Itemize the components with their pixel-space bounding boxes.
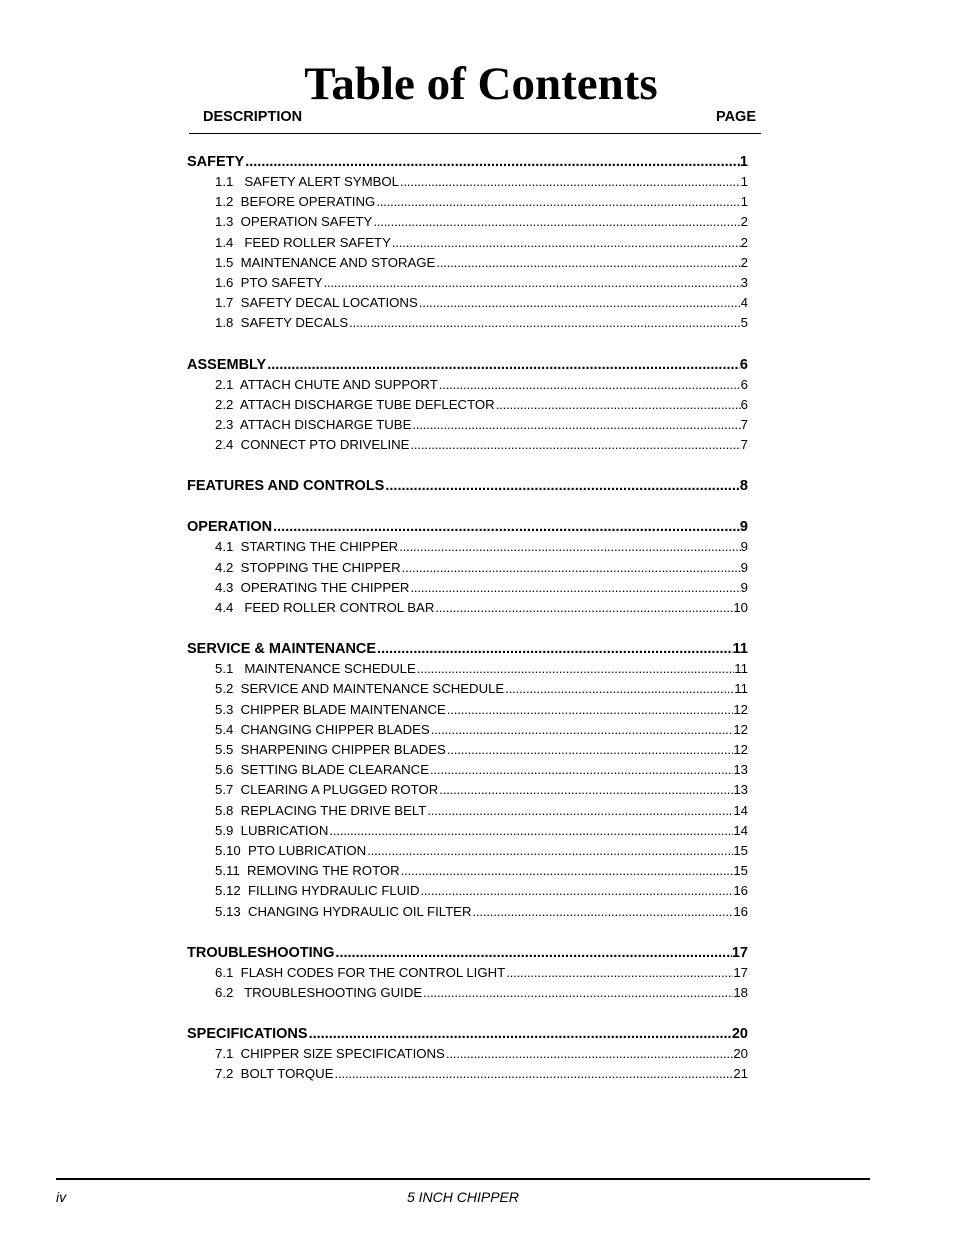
toc-subsection-label: 4.3 OPERATING THE CHIPPER bbox=[215, 579, 410, 595]
page-title: Table of Contents bbox=[304, 58, 658, 110]
toc-subsection-page: 7 bbox=[740, 437, 748, 453]
toc-subsection-label: 5.1 MAINTENANCE SCHEDULE bbox=[215, 661, 416, 677]
toc-subsection[interactable] bbox=[215, 213, 748, 231]
toc-subsection-label: 7.2 BOLT TORQUE bbox=[215, 1066, 334, 1082]
dot-leader bbox=[244, 152, 740, 172]
toc-subsection[interactable] bbox=[215, 314, 748, 332]
toc-subsection[interactable] bbox=[215, 721, 748, 739]
toc-section-page: 11 bbox=[732, 641, 748, 658]
dot-leader bbox=[505, 964, 733, 982]
toc-subsection-label: 5.6 SETTING BLADE CLEARANCE bbox=[215, 762, 429, 778]
dot-leader bbox=[272, 517, 740, 537]
toc-section[interactable] bbox=[187, 943, 748, 963]
toc-subsection-label: 1.5 MAINTENANCE AND STORAGE bbox=[215, 254, 436, 270]
toc-subsection-label: 5.9 LUBRICATION bbox=[215, 822, 329, 838]
dot-leader bbox=[418, 294, 741, 312]
toc-section[interactable] bbox=[187, 639, 748, 659]
toc-subsection-page: 5 bbox=[740, 315, 748, 331]
toc-subsection-page: 9 bbox=[740, 579, 748, 595]
toc-section-label: ASSEMBLY bbox=[187, 356, 267, 373]
toc-subsection-label: 6.1 FLASH CODES FOR THE CONTROL LIGHT bbox=[215, 964, 506, 980]
toc-subsection-page: 15 bbox=[733, 843, 748, 858]
toc-section-page: 17 bbox=[731, 944, 748, 961]
dot-leader bbox=[419, 882, 733, 900]
toc-subsection-page: 2 bbox=[740, 254, 748, 270]
toc-subsection-page: 14 bbox=[733, 802, 748, 818]
toc-subsection[interactable] bbox=[215, 842, 748, 860]
toc-subsection-page: 4 bbox=[740, 295, 748, 311]
dot-leader bbox=[504, 680, 734, 698]
dot-leader bbox=[266, 355, 740, 375]
toc-subsection-page: 16 bbox=[733, 883, 748, 899]
toc-subsection[interactable] bbox=[215, 984, 748, 1002]
toc-subsection-page: 20 bbox=[733, 1046, 748, 1062]
toc-subsection-label: 4.4 FEED ROLLER CONTROL BAR bbox=[215, 600, 435, 615]
toc-subsection-page: 12 bbox=[733, 721, 748, 737]
toc-section-label: OPERATION bbox=[187, 519, 273, 536]
toc-subsection[interactable] bbox=[215, 1045, 748, 1063]
footer-rule bbox=[56, 1178, 870, 1180]
toc-subsection-page: 12 bbox=[733, 742, 748, 757]
dot-leader bbox=[430, 721, 734, 739]
toc-section-page: 1 bbox=[739, 154, 748, 170]
toc-subsection[interactable] bbox=[215, 274, 748, 292]
toc-subsection[interactable] bbox=[215, 538, 748, 556]
dot-leader bbox=[446, 741, 733, 759]
dot-leader bbox=[308, 1024, 732, 1044]
toc-subsection-label: 1.2 BEFORE OPERATING bbox=[215, 194, 376, 210]
dot-leader bbox=[495, 396, 741, 414]
toc-subsection-page: 1 bbox=[740, 194, 748, 210]
toc-subsection-page: 12 bbox=[733, 701, 748, 717]
toc-subsection-label: 5.8 REPLACING THE DRIVE BELT bbox=[215, 802, 427, 818]
toc-section[interactable] bbox=[187, 476, 748, 496]
dot-leader bbox=[409, 579, 740, 597]
toc-subsection-label: 5.5 SHARPENING CHIPPER BLADES bbox=[215, 742, 446, 757]
toc-subsection[interactable] bbox=[215, 903, 748, 921]
toc-subsection-label: 4.2 STOPPING THE CHIPPER bbox=[215, 559, 401, 575]
toc-subsection-page: 18 bbox=[733, 985, 748, 1000]
toc-subsection-label: 1.6 PTO SAFETY bbox=[215, 275, 323, 290]
column-header-page: PAGE bbox=[715, 109, 756, 125]
toc-section-page: 6 bbox=[739, 356, 748, 373]
toc-subsection-page: 14 bbox=[733, 822, 748, 838]
toc-subsection[interactable] bbox=[215, 396, 748, 414]
toc-subsection[interactable] bbox=[215, 761, 748, 779]
dot-leader bbox=[399, 173, 741, 191]
dot-leader bbox=[445, 1045, 733, 1063]
dot-leader bbox=[398, 538, 740, 556]
toc-subsection-label: 5.11 REMOVING THE ROTOR bbox=[215, 863, 400, 879]
toc-subsection[interactable] bbox=[215, 964, 748, 982]
dot-leader bbox=[366, 842, 733, 860]
toc-subsection-page: 3 bbox=[740, 275, 748, 290]
toc-subsection-label: 2.2 ATTACH DISCHARGE TUBE DEFLECTOR bbox=[215, 396, 495, 412]
toc-subsection-label: 1.7 SAFETY DECAL LOCATIONS bbox=[215, 295, 418, 311]
footer-page-number: iv bbox=[56, 1189, 67, 1205]
toc-subsection[interactable] bbox=[215, 294, 748, 312]
toc-subsection-label: 5.7 CLEARING A PLUGGED ROTOR bbox=[215, 782, 439, 798]
dot-leader bbox=[416, 660, 735, 678]
dot-leader bbox=[375, 193, 740, 211]
toc-subsection-page: 6 bbox=[740, 396, 748, 412]
toc-subsection-label: 5.2 SERVICE AND MAINTENANCE SCHEDULE bbox=[215, 681, 505, 697]
toc-section-label: SAFETY bbox=[187, 154, 245, 170]
toc-section-page: 20 bbox=[731, 1026, 748, 1043]
toc-section-label: SPECIFICATIONS bbox=[187, 1026, 308, 1043]
dot-leader bbox=[438, 781, 733, 799]
toc-subsection[interactable] bbox=[215, 173, 748, 191]
dot-leader bbox=[400, 862, 734, 880]
toc-subsection[interactable] bbox=[215, 660, 748, 678]
toc-section[interactable] bbox=[187, 355, 748, 375]
dot-leader bbox=[434, 599, 733, 617]
toc-subsection[interactable] bbox=[215, 741, 748, 759]
dot-leader bbox=[328, 822, 733, 840]
dot-leader bbox=[323, 274, 741, 292]
dot-leader bbox=[384, 476, 740, 496]
footer-title: 5 INCH CHIPPER bbox=[406, 1189, 520, 1205]
dot-leader bbox=[438, 376, 741, 394]
dot-leader bbox=[376, 639, 733, 659]
toc-subsection-page: 7 bbox=[740, 417, 748, 432]
toc-section-label: TROUBLESHOOTING bbox=[187, 944, 335, 961]
toc-subsection[interactable] bbox=[215, 436, 748, 454]
toc-subsection-label: 6.2 TROUBLESHOOTING GUIDE bbox=[215, 985, 423, 1000]
dot-leader bbox=[348, 314, 741, 332]
toc-subsection[interactable] bbox=[215, 234, 748, 252]
toc-section[interactable] bbox=[187, 517, 748, 537]
dot-leader bbox=[429, 761, 733, 779]
column-header-description: DESCRIPTION bbox=[203, 109, 303, 125]
toc-subsection-label: 1.1 SAFETY ALERT SYMBOL bbox=[215, 174, 399, 189]
toc-subsection[interactable] bbox=[215, 781, 748, 799]
toc-subsection[interactable] bbox=[215, 193, 748, 211]
toc-subsection-label: 5.10 PTO LUBRICATION bbox=[215, 843, 367, 858]
toc-section[interactable] bbox=[187, 1024, 748, 1044]
toc-subsection[interactable] bbox=[215, 882, 748, 900]
toc-subsection-page: 17 bbox=[733, 964, 748, 980]
toc-subsection-label: 4.1 STARTING THE CHIPPER bbox=[215, 539, 399, 555]
toc-subsection-label: 2.4 CONNECT PTO DRIVELINE bbox=[215, 437, 410, 453]
dot-leader bbox=[435, 254, 740, 272]
toc-subsection-label: 5.12 FILLING HYDRAULIC FLUID bbox=[215, 883, 420, 899]
toc-subsection-label: 2.3 ATTACH DISCHARGE TUBE bbox=[215, 417, 412, 432]
toc-subsection-page: 11 bbox=[734, 661, 748, 677]
dot-leader bbox=[372, 213, 740, 231]
dot-leader bbox=[422, 984, 733, 1002]
toc-subsection[interactable] bbox=[215, 802, 748, 820]
toc-subsection-page: 10 bbox=[733, 600, 748, 615]
toc-section[interactable] bbox=[187, 152, 748, 172]
toc-subsection-page: 15 bbox=[733, 863, 748, 879]
dot-leader bbox=[411, 416, 740, 434]
toc-subsection-page: 13 bbox=[733, 762, 748, 778]
dot-leader bbox=[334, 1065, 734, 1083]
toc-subsection[interactable] bbox=[215, 254, 748, 272]
toc-subsection-page: 1 bbox=[740, 174, 748, 189]
dot-leader bbox=[446, 701, 733, 719]
toc-section-page: 8 bbox=[739, 478, 748, 495]
toc-subsection-page: 9 bbox=[740, 539, 748, 555]
toc-subsection[interactable] bbox=[215, 862, 748, 880]
toc-subsection[interactable] bbox=[215, 559, 748, 577]
toc-subsection-label: 2.1 ATTACH CHUTE AND SUPPORT bbox=[215, 376, 438, 392]
dot-leader bbox=[409, 436, 740, 454]
toc-subsection-page: 11 bbox=[734, 681, 748, 697]
toc-subsection-page: 2 bbox=[740, 234, 748, 250]
toc-section-page: 9 bbox=[739, 519, 748, 536]
toc-subsection[interactable] bbox=[215, 822, 748, 840]
toc-section-label: SERVICE & MAINTENANCE bbox=[187, 641, 377, 658]
toc-subsection-page: 6 bbox=[740, 376, 748, 392]
toc-subsection-page: 21 bbox=[733, 1066, 748, 1082]
toc-subsection-label: 1.4 FEED ROLLER SAFETY bbox=[215, 234, 391, 250]
toc-subsection-page: 16 bbox=[733, 903, 748, 919]
dot-leader bbox=[334, 943, 731, 963]
toc-subsection-page: 2 bbox=[740, 214, 748, 230]
dot-leader bbox=[391, 234, 741, 252]
toc-subsection[interactable] bbox=[215, 701, 748, 719]
toc-subsection[interactable] bbox=[215, 579, 748, 597]
toc-subsection-label: 5.13 CHANGING HYDRAULIC OIL FILTER bbox=[215, 903, 472, 919]
toc-subsection[interactable] bbox=[215, 416, 748, 434]
toc-subsection-page: 13 bbox=[733, 782, 748, 798]
dot-leader bbox=[471, 903, 733, 921]
toc-subsection[interactable] bbox=[215, 1065, 748, 1083]
toc-subsection[interactable] bbox=[215, 680, 748, 698]
toc-subsection-page: 9 bbox=[740, 559, 748, 575]
toc-subsection[interactable] bbox=[215, 599, 748, 617]
toc-section-label: FEATURES AND CONTROLS bbox=[187, 478, 385, 495]
dot-leader bbox=[401, 559, 741, 577]
dot-leader bbox=[426, 802, 733, 820]
toc-subsection-label: 5.4 CHANGING CHIPPER BLADES bbox=[215, 721, 430, 737]
toc-subsection-label: 1.8 SAFETY DECALS bbox=[215, 315, 349, 331]
toc-subsection-label: 5.3 CHIPPER BLADE MAINTENANCE bbox=[215, 701, 446, 717]
toc-subsection-label: 1.3 OPERATION SAFETY bbox=[215, 214, 373, 230]
toc-subsection[interactable] bbox=[215, 376, 748, 394]
toc-subsection-label: 7.1 CHIPPER SIZE SPECIFICATIONS bbox=[215, 1046, 445, 1062]
